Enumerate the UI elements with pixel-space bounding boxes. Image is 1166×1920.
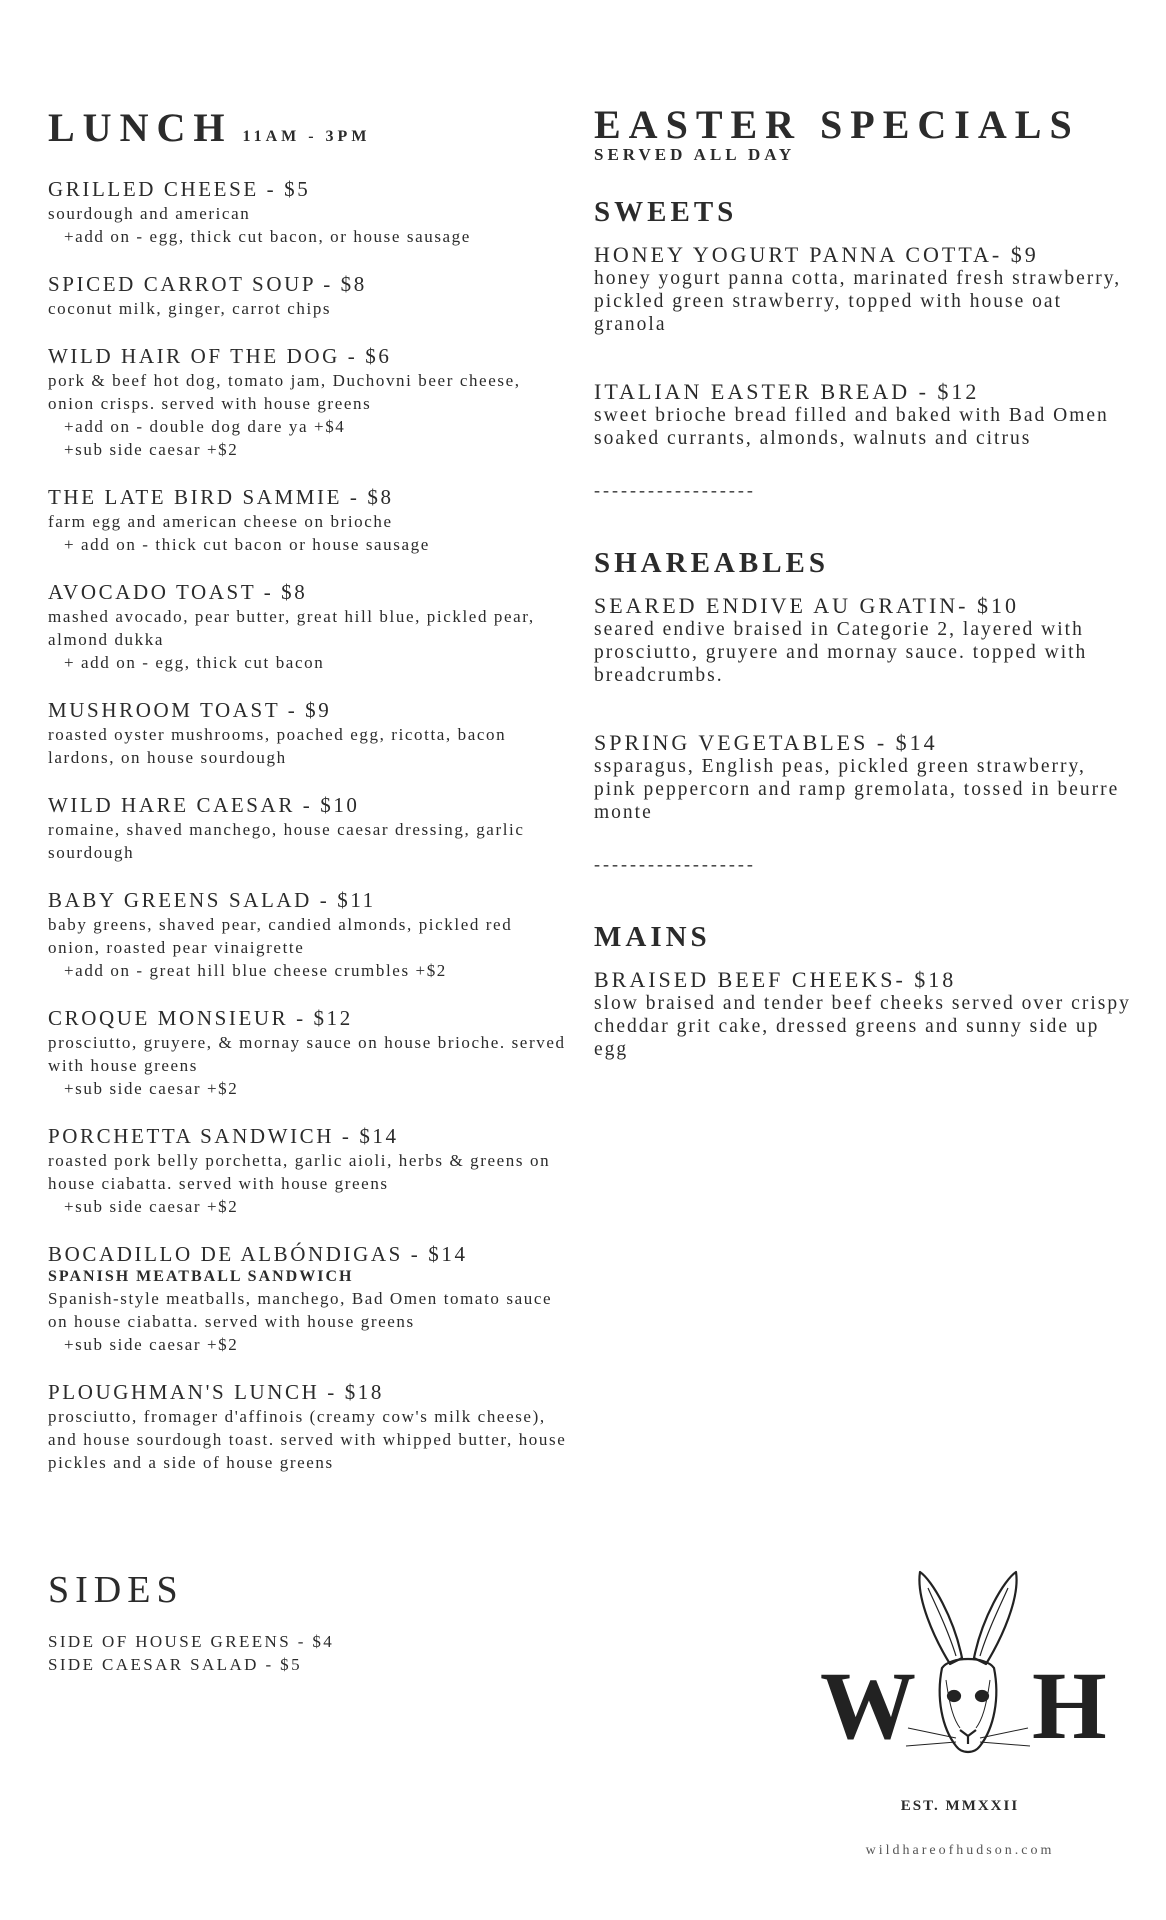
side-item: SIDE OF HOUSE GREENS - $4 [48,1632,335,1651]
menu-item-addon: +sub side caesar +$2 [64,440,239,459]
menu-item [48,1380,568,1474]
lunch-title: LUNCH [48,105,233,150]
lunch-header [48,104,568,151]
menu-item-name: CROQUE MONSIEUR - $12 [48,1006,353,1030]
menu-item [48,1006,568,1100]
menu-item [48,888,568,982]
special-item-name: BRAISED BEEF CHEEKS- $18 [594,967,957,992]
easter-column [594,104,1134,1105]
lunch-hours: 11AM - 3PM [242,128,371,145]
easter-subtitle: SERVED ALL DAY [594,145,796,164]
section-title: MAINS [594,921,711,953]
menu-item [48,1124,568,1218]
easter-title: EASTER SPECIALS [594,102,1080,147]
special-item [594,731,1134,824]
menu-item-addon: +add on - great hill blue cheese crumbles +$2 [64,961,447,980]
special-item [594,380,1134,450]
logo-letter-h: H [1032,1652,1107,1759]
menu-item-description: mashed avocado, pear butter, great hill blue, pickled pear, almond dukka [48,607,535,649]
menu-item [48,272,568,320]
menu-item-description: baby greens, shaved pear, candied almonds, pickled red onion, roasted pear vinaigrette [48,915,513,957]
special-item-name: SEARED ENDIVE AU GRATIN- $10 [594,593,1019,618]
specials-section [594,547,1134,875]
menu-item-addon: +sub side caesar +$2 [64,1079,239,1098]
menu-item-addon: +add on - double dog dare ya +$4 [64,417,346,436]
menu-item-description: pork & beef hot dog, tomato jam, Duchovni beer cheese, onion crisps. served with house greens [48,371,521,413]
menu-item [48,177,568,248]
section-divider: ------------------ [594,480,756,500]
section-divider: ------------------ [594,854,756,874]
menu-item [48,344,568,461]
special-item-description: sweet brioche bread filled and baked with Bad Omen soaked currants, almonds, walnuts and citrus [594,405,1109,449]
specials-section [594,196,1134,501]
specials-section [594,921,1134,1061]
menu-item-name: PORCHETTA SANDWICH - $14 [48,1124,399,1148]
special-item-description: honey yogurt panna cotta, marinated fresh strawberry, pickled green strawberry, topped with house oat granola [594,268,1122,335]
section-title: SHAREABLES [594,547,830,579]
menu-item-addon: + add on - egg, thick cut bacon [64,653,325,672]
lunch-column [48,104,568,1498]
menu-item-description: prosciutto, fromager d'affinois (creamy cow's milk cheese), and house sourdough toast. served with whipped butter, house pickles and a side of house greens [48,1407,567,1472]
wild-hare-logo [820,1568,1107,1818]
menu-item-name: BOCADILLO DE ALBÓNDIGAS - $14 [48,1242,468,1266]
sides-items [48,1630,568,1676]
menu-item-name: GRILLED CHEESE - $5 [48,177,311,201]
website-link[interactable]: wildhareofhudson.com [865,1843,1055,1858]
menu-item-name: WILD HAIR OF THE DOG - $6 [48,344,392,368]
special-item [594,968,1134,1061]
menu-item-description: sourdough and american [48,204,251,223]
menu-item-description: Spanish-style meatballs, manchego, Bad Omen tomato sauce on house ciabatta. served with house greens [48,1289,553,1331]
menu-item [48,793,568,864]
menu-item-description: roasted pork belly porchetta, garlic aioli, herbs & greens on house ciabatta. served with house greens [48,1151,551,1193]
special-item-description: ssparagus, English peas, pickled green strawberry, pink peppercorn and ramp gremolata, tossed in beurre monte [594,756,1120,823]
menu-item-name: THE LATE BIRD SAMMIE - $8 [48,485,394,509]
sides-title: SIDES [48,1569,184,1611]
logo-letter-w: W [820,1652,916,1759]
menu-item [48,698,568,769]
menu-item-description: roasted oyster mushrooms, poached egg, ricotta, bacon lardons, on house sourdough [48,725,507,767]
section-title: SWEETS [594,196,738,228]
special-item [594,243,1134,336]
menu-item-name: MUSHROOM TOAST - $9 [48,698,332,722]
rabbit-head-icon [898,1568,1038,1778]
menu-item-description: farm egg and american cheese on brioche [48,512,393,531]
side-item: SIDE CAESAR SALAD - $5 [48,1655,302,1674]
menu-item-name: WILD HARE CAESAR - $10 [48,793,360,817]
menu-item [48,1242,568,1356]
sides-section [48,1568,568,1676]
special-item-name: SPRING VEGETABLES - $14 [594,730,938,755]
menu-item-addon: +sub side caesar +$2 [64,1197,239,1216]
special-item-name: ITALIAN EASTER BREAD - $12 [594,379,980,404]
special-item-name: HONEY YOGURT PANNA COTTA- $9 [594,242,1039,267]
menu-item-name: SPICED CARROT SOUP - $8 [48,272,367,296]
menu-item-addon: + add on - thick cut bacon or house sausage [64,535,430,554]
logo-est: EST. MMXXII [900,1798,1020,1814]
menu-item-description: prosciutto, gruyere, & mornay sauce on house brioche. served with house greens [48,1033,566,1075]
menu-item-subtitle: SPANISH MEATBALL SANDWICH [48,1268,354,1285]
special-item [594,594,1134,687]
menu-item-description: coconut milk, ginger, carrot chips [48,299,332,318]
special-item-description: seared endive braised in Categorie 2, layered with prosciutto, gruyere and mornay sauce. topped with breadcrumbs. [594,619,1088,686]
lunch-items [48,177,568,1474]
menu-item [48,485,568,556]
menu-item-description: romaine, shaved manchego, house caesar dressing, garlic sourdough [48,820,525,862]
menu-item-name: PLOUGHMAN'S LUNCH - $18 [48,1380,385,1404]
menu-item-name: BABY GREENS SALAD - $11 [48,888,376,912]
menu-item-name: AVOCADO TOAST - $8 [48,580,308,604]
easter-sections [594,196,1134,1061]
menu-item [48,580,568,674]
special-item-description: slow braised and tender beef cheeks served over crispy cheddar grit cake, dressed greens and sunny side up egg [594,993,1131,1060]
menu-item-addon: +add on - egg, thick cut bacon, or house sausage [64,227,471,246]
menu-item-addon: +sub side caesar +$2 [64,1335,239,1354]
